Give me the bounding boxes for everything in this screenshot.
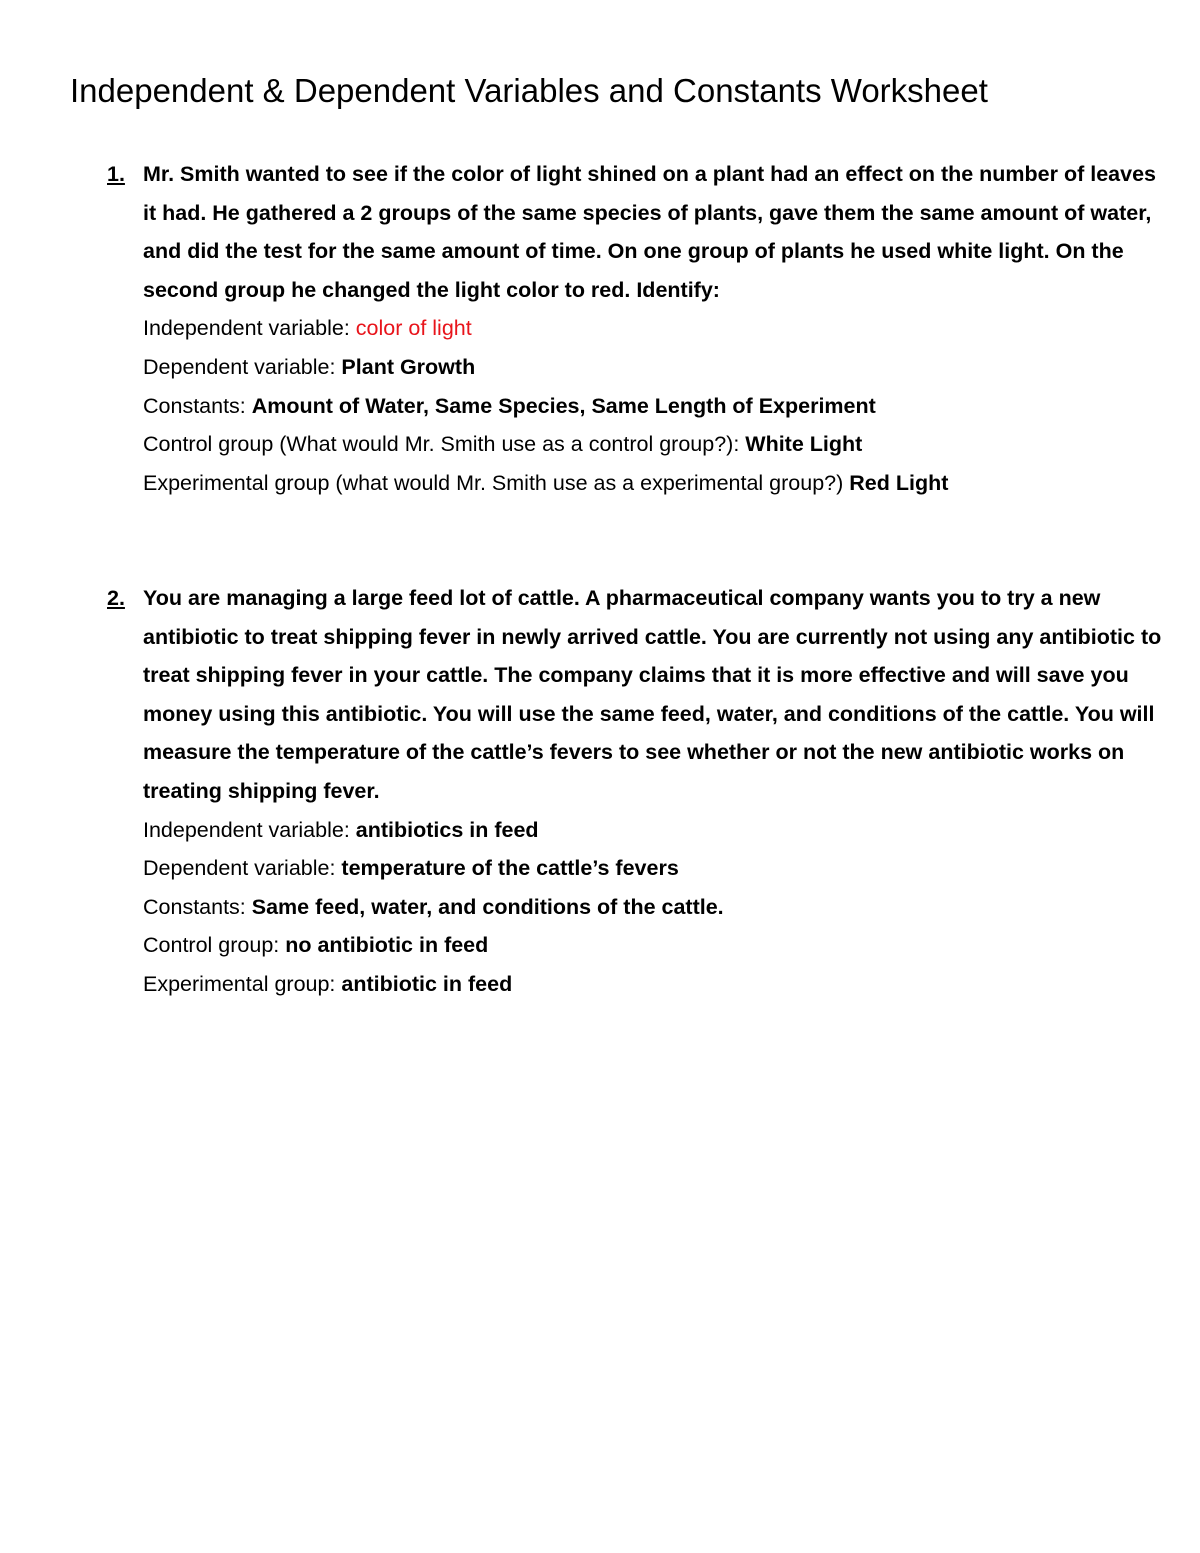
dependent-variable-line <box>143 849 1167 888</box>
dependent-variable-label: Dependent variable: <box>143 856 342 881</box>
dependent-variable-answer: Plant Growth <box>341 354 476 379</box>
control-group-answer: no antibiotic in feed <box>285 933 489 958</box>
question-body <box>143 155 1167 502</box>
constants-label: Constants: <box>143 393 252 418</box>
page-title: Independent & Dependent Variables and Constants Worksheet <box>70 72 988 109</box>
independent-variable-label: Independent variable: <box>143 817 356 842</box>
control-group-label: Control group: <box>143 933 286 958</box>
constants-line <box>143 888 1167 927</box>
question-2 <box>107 579 1167 1004</box>
experimental-group-line <box>143 965 1167 1004</box>
experimental-group-answer: antibiotic in feed <box>341 971 513 996</box>
experimental-group-line <box>143 464 1167 503</box>
constants-answer: Same feed, water, and conditions of the cattle. <box>251 894 724 919</box>
control-group-answer: White Light <box>745 432 863 457</box>
experimental-group-label: Experimental group: <box>143 971 342 996</box>
constants-label: Constants: <box>143 894 252 919</box>
question-number: 2. <box>107 586 125 610</box>
independent-variable-answer: color of light <box>355 316 472 341</box>
independent-variable-line <box>143 811 1167 850</box>
question-number: 1. <box>107 162 125 186</box>
independent-variable-label: Independent variable: <box>143 316 356 341</box>
question-1 <box>107 155 1167 502</box>
dependent-variable-line <box>143 348 1167 387</box>
experimental-group-label: Experimental group (what would Mr. Smith use as a experimental group?) <box>143 470 850 495</box>
control-group-label: Control group (What would Mr. Smith use as a control group?): <box>143 432 746 457</box>
question-prompt: You are managing a large feed lot of cattle. A pharmaceutical company wants you to try a new antibiotic to treat shipping fever in newly arrived cattle. You are currently not using any antibiotic to treat shipping fever in your cattle. The company claims that it is more effective and will save you money using this antibiotic. You will use the same feed, water, and conditions of the cattle. You will measure the temperature of the cattle’s fevers to see whether or not the new antibiotic works on treating shipping fever. <box>143 586 1162 803</box>
independent-variable-line <box>143 309 1167 348</box>
question-body <box>143 579 1167 1004</box>
control-group-line <box>143 425 1167 464</box>
independent-variable-answer: antibiotics in feed <box>355 817 539 842</box>
dependent-variable-label: Dependent variable: <box>143 354 342 379</box>
constants-answer: Amount of Water, Same Species, Same Length of Experiment <box>251 393 876 418</box>
experimental-group-answer: Red Light <box>849 470 949 495</box>
control-group-line <box>143 926 1167 965</box>
dependent-variable-answer: temperature of the cattle’s fevers <box>341 856 679 881</box>
question-prompt: Mr. Smith wanted to see if the color of light shined on a plant had an effect on the number of leaves it had. He gathered a 2 groups of the same species of plants, gave them the same amount of water, and did the test for the same amount of time. On one group of plants he used white light. On the second group he changed the light color to red. Identify: <box>143 162 1157 302</box>
constants-line <box>143 387 1167 426</box>
